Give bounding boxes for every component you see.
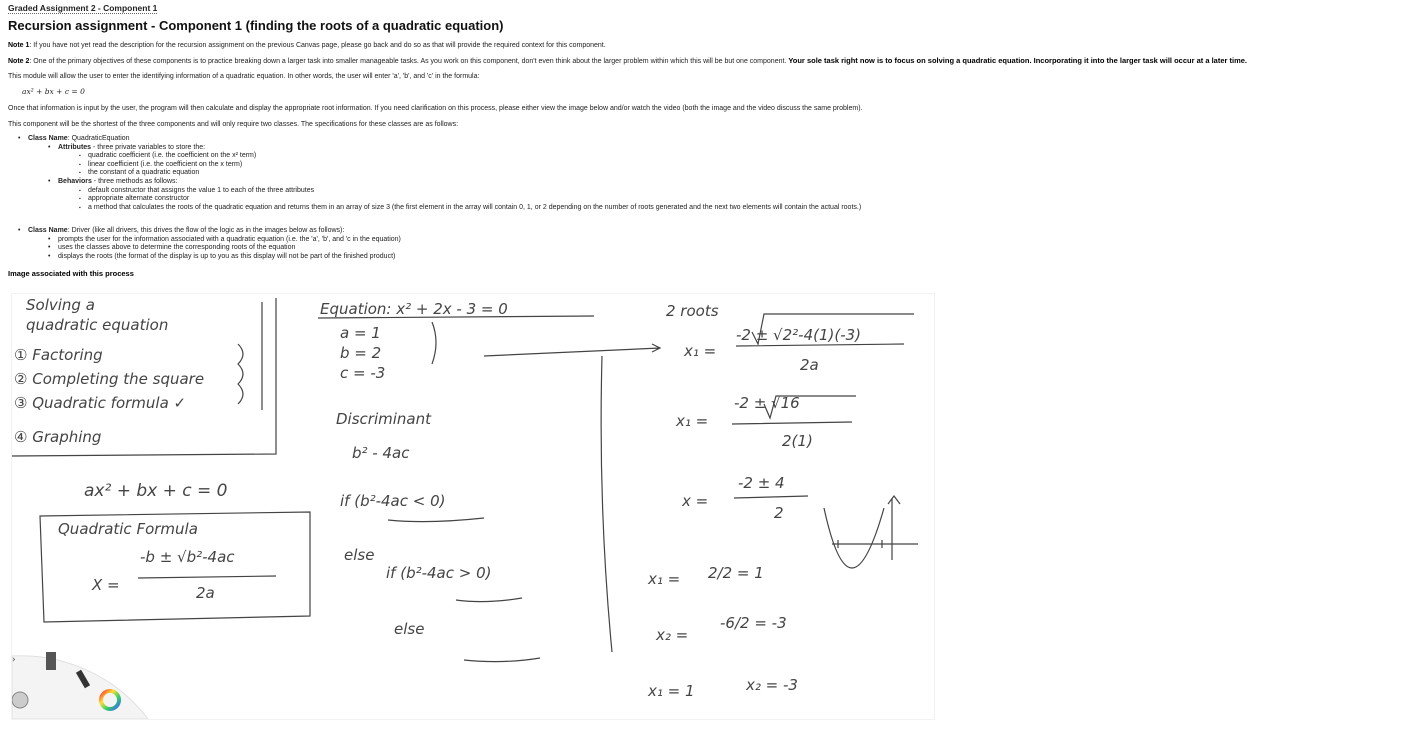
wb-c2-2: b = 2 xyxy=(340,344,382,362)
note-2: Note 2: One of the primary objectives of these components is to practice breaking down a larger task into smaller manageable tasks. As you work on this component, don't even think about the larger problem within which this will be but one component. Your sole task right now is to focus on solving a quadratic equation. Incorporating it into the larger task will occur at a later time. xyxy=(8,56,1248,65)
page-title: Recursion assignment - Component 1 (finding the roots of a quadratic equation) xyxy=(8,18,504,33)
wb-c2-3: c = -3 xyxy=(340,364,386,382)
whiteboard-svg xyxy=(12,294,934,719)
attributes-item: • Attributes - three private variables to store the: ▪ quadratic coefficient (i.e. the coefficient on the x² term) ▪ linear coefficient (i.e. the coefficient on the x term) ▪ the constant of a quadratic equation xyxy=(48,144,861,178)
class2-item: • Class Name: Driver (like all drivers, this drives the flow of the logic as in the images below as follows): • prompts the user for the information associated with a quadratic equation (i.e. the 'a', 'b', and 'c in the equation) • uses the classes above to determine the corresponding roots of the equation • displays the roots (the format of the display is up to you as this display will not be part of the finished product) xyxy=(18,227,401,261)
wb-c3-9: 2 xyxy=(774,504,784,522)
wb-c3-10: x₁ = xyxy=(648,570,681,588)
toolbar-chevron-icon[interactable]: › xyxy=(12,655,16,665)
driver-item-3: • displays the roots (the format of the display is up to you as this display will not be part of the finished product) xyxy=(48,253,401,262)
wb-c1-7: Quadratic Formula xyxy=(58,520,198,538)
driver-item-2: • uses the classes above to determine the corresponding roots of the equation xyxy=(48,244,401,253)
wb-c2-9: else xyxy=(394,620,425,638)
once-text: Once that information is input by the user, the program will then calculate and display the appropriate root information. If you need clarification on this process, please either view the image below and/or watch the video (both the image and the video discuss the same problem). xyxy=(8,105,863,112)
breadcrumb[interactable]: Graded Assignment 2 - Component 1 xyxy=(8,3,158,13)
beh-default-constructor: ▪ default constructor that assigns the value 1 to each of the three attributes xyxy=(78,187,861,196)
wb-c1-0: Solving a xyxy=(26,296,95,314)
wb-c3-7: x = xyxy=(682,492,709,510)
wb-c3-2: -2 ± √2²-4(1)(-3) xyxy=(736,326,862,344)
wb-c3-1: x₁ = xyxy=(684,342,717,360)
wb-c2-0: Equation: x² + 2x - 3 = 0 xyxy=(320,300,508,318)
wb-c3-3: 2a xyxy=(800,356,819,374)
class1-item: • Class Name: QuadraticEquation • Attributes - three private variables to store the: ▪ quadratic coefficient (i.e. the coefficient on the x² term) ▪ linear coefficient (i.e. the coefficient on the x term) ▪ the constant of a quadratic equation • Behaviors - three methods as follows: ▪ default constructor that assigns the value 1 to each of the three attributes ▪ appropriate alternate constructor ▪ a method that calculates the roots of the quadratic equation and returns them in an array of size 3 (the first element in the array will contain 0, 1, or 2 depending on the number of roots generated and the next two elements will contain the actual roots.) xyxy=(18,135,861,212)
driver-item-1: • prompts the user for the information associated with a quadratic equation (i.e. the 'a', 'b', and 'c in the equation) xyxy=(48,236,401,245)
wb-c1-10: 2a xyxy=(196,584,215,602)
wb-c1-8: X = xyxy=(92,576,120,594)
wb-c3-13: -6/2 = -3 xyxy=(720,614,787,632)
drawing-toolbar[interactable] xyxy=(12,652,148,719)
component-text: This component will be the shortest of the three components and will only require two classes. The specifications for these classes are as follows: xyxy=(8,121,459,128)
class1-list xyxy=(18,135,861,212)
whiteboard-image xyxy=(11,293,935,720)
wb-c3-14: x₁ = 1 xyxy=(648,682,695,700)
wb-c3-8: -2 ± 4 xyxy=(738,474,785,492)
wb-c3-12: x₂ = xyxy=(656,626,689,644)
wb-c2-4: Discriminant xyxy=(336,410,431,428)
class2-list xyxy=(18,227,401,261)
behaviors-item: • Behaviors - three methods as follows: ▪ default constructor that assigns the value 1 to each of the three attributes ▪ appropriate alternate constructor ▪ a method that calculates the roots of the quadratic equation and returns them in an array of size 3 (the first element in the array will contain 0, 1, or 2 depending on the number of roots generated and the next two elements will contain the actual roots.) xyxy=(48,178,861,212)
wb-c2-1: a = 1 xyxy=(340,324,381,342)
wb-c3-15: x₂ = -3 xyxy=(746,676,798,694)
wb-c1-2: ① Factoring xyxy=(14,346,103,364)
wb-c2-6: if (b²-4ac < 0) xyxy=(340,492,446,510)
wb-c3-4: x₁ = xyxy=(676,412,709,430)
wb-c1-4: ③ Quadratic formula ✓ xyxy=(14,394,187,412)
module-text: This module will allow the user to enter the identifying information of a quadratic equation. In other words, the user will enter 'a', 'b', and 'c' in the formula: xyxy=(8,73,480,80)
quadratic-formula: ax² + bx + c = 0 xyxy=(22,87,85,96)
wb-c2-8: if (b²-4ac > 0) xyxy=(386,564,492,582)
wb-c1-6: ax² + bx + c = 0 xyxy=(84,481,228,501)
wb-c3-5: -2 ± √16 xyxy=(734,394,800,412)
attr-quadratic: ▪ quadratic coefficient (i.e. the coefficient on the x² term) xyxy=(78,152,861,161)
image-caption: Image associated with this process xyxy=(8,269,134,278)
wb-c1-9: -b ± √b²-4ac xyxy=(140,548,235,566)
wb-c3-11: 2/2 = 1 xyxy=(708,564,764,582)
wb-c1-3: ② Completing the square xyxy=(14,370,205,388)
attr-constant: ▪ the constant of a quadratic equation xyxy=(78,169,861,178)
note-1: Note 1: If you have not yet read the description for the recursion assignment on the previous Canvas page, please go back and do so as that will provide the required context for this component. xyxy=(8,42,606,49)
wb-c2-7: else xyxy=(344,546,375,564)
wb-c3-0: 2 roots xyxy=(666,302,719,320)
wb-c1-5: ④ Graphing xyxy=(14,428,102,446)
beh-alt-constructor: ▪ appropriate alternate constructor xyxy=(78,195,861,204)
wb-c3-6: 2(1) xyxy=(782,432,813,450)
wb-c2-5: b² - 4ac xyxy=(352,444,410,462)
wb-c1-1: quadratic equation xyxy=(26,316,169,334)
pen-tool-icon[interactable] xyxy=(46,652,56,670)
beh-roots-method: ▪ a method that calculates the roots of the quadratic equation and returns them in an array of size 3 (the first element in the array will contain 0, 1, or 2 depending on the number of roots generated and the next two elements will contain the actual roots.) xyxy=(78,204,861,213)
eraser-tool-icon[interactable] xyxy=(12,692,28,708)
attr-linear: ▪ linear coefficient (i.e. the coefficient on the x term) xyxy=(78,161,861,170)
